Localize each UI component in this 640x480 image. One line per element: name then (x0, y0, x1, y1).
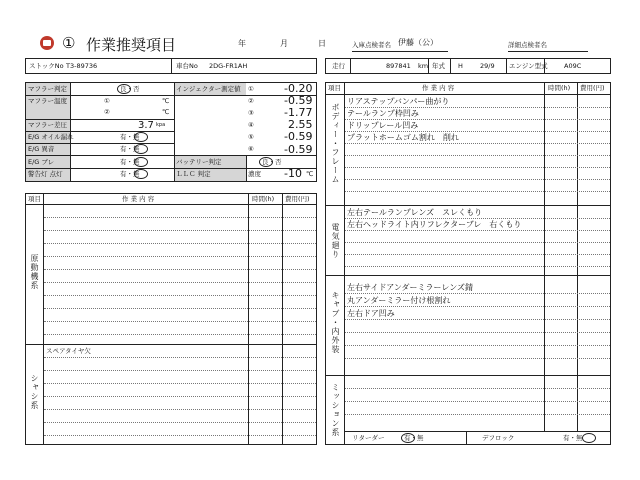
title-number: ① (62, 35, 76, 52)
cab-entry-1: 左右サイドアンダーミラーレンズ錆 (347, 283, 473, 292)
body-entry-4: プラットホームゴム割れ 削れ (347, 133, 459, 142)
left-col-time: 時間(h) (252, 195, 275, 203)
intake-inspector-label: 入庫点検者名 (352, 41, 391, 49)
cab-entry-2: 丸アンダーミラー付け根割れ (347, 296, 451, 305)
muffler-pressure-value: 3.7 (138, 120, 154, 131)
year-model-label: 年式 (432, 62, 445, 70)
section-body: ボディー・フレーム (331, 103, 340, 184)
left-work-table (25, 193, 317, 445)
eg-shake-label: E/G ブレ (28, 158, 55, 166)
injector-value-6: -0.59 (284, 143, 313, 156)
injector-num-3: ③ (248, 109, 254, 117)
chassis-entry-1: スペアタイヤ欠 (46, 347, 91, 355)
muffler-temp-label: マフラー温度 (28, 97, 67, 105)
injector-value-4: 2.55 (288, 118, 313, 131)
battery-label: バッテリー判定 (176, 158, 222, 166)
section-chassis: シャシ系 (30, 374, 39, 410)
muffler-pressure-label: マフラー差圧 (28, 121, 67, 129)
warning-light-value: 有・無 (120, 170, 140, 178)
day-label: 日 (318, 39, 326, 48)
muffler-temp-2: ② (104, 108, 110, 116)
injector-label: インジェクター測定値 (176, 85, 241, 93)
retarder-value: 有・無 (404, 434, 424, 442)
injector-num-6: ⑥ (248, 145, 254, 153)
circled-mark (134, 157, 148, 167)
muffler-judge-value: 良・否 (120, 85, 140, 93)
mileage-label: 走行 (332, 62, 345, 70)
body-entry-2: テールランプ枠凹み (347, 109, 419, 118)
left-col-cost: 費用(円) (285, 195, 310, 203)
warning-light-label: 警告灯 点灯 (28, 170, 63, 178)
injector-num-5: ⑤ (248, 133, 254, 141)
year-label: 年 (238, 39, 246, 48)
chassis-label: 車台No (176, 62, 198, 70)
oil-leak-value: 有・無 (120, 133, 140, 141)
muffler-temp-1: ① (104, 97, 110, 105)
body-entry-1: リアステップバンパー曲がり (347, 97, 450, 106)
engine-value: A09C (564, 62, 582, 70)
right-col-cost: 費用(円) (580, 84, 605, 92)
month-label: 月 (280, 39, 288, 48)
page-title: 作業推奨項目 (86, 37, 177, 54)
llc-value: -10 (284, 167, 302, 180)
llc-label: ＬＬＣ 判定 (176, 170, 211, 178)
section-cab: キャブ・内外装 (331, 291, 340, 354)
difflock-value: 有・無 (563, 434, 583, 442)
injector-value-2: -0.59 (284, 94, 313, 107)
injector-num-2: ② (248, 97, 254, 105)
llc-conc-label: 濃度 (248, 170, 261, 178)
circled-mark (134, 132, 148, 142)
right-work-table (325, 82, 611, 445)
info-row-right (325, 58, 611, 74)
circled-mark (259, 157, 273, 167)
measurement-table (25, 82, 317, 182)
detail-inspector-label: 詳細点検者名 (508, 41, 547, 49)
stock-value: T3-89736 (66, 62, 98, 70)
year-value: 29/9 (480, 62, 495, 70)
info-row-left (25, 58, 317, 74)
injector-num-4: ④ (248, 121, 254, 129)
retarder-label: リターダー (352, 434, 385, 442)
mileage-unit: km (418, 62, 429, 70)
section-mission: ミッション系 (331, 383, 340, 437)
right-col-work: 作 業 内 容 (422, 84, 455, 92)
right-col-time: 時間(h) (548, 84, 571, 92)
engine-label: エンジン型式 (509, 62, 548, 70)
stock-label: ストックNo (29, 62, 64, 70)
section-electric: 電気廻り (331, 223, 340, 259)
battery-value: 良・否 (262, 158, 282, 166)
circled-mark (582, 433, 596, 443)
circled-mark (134, 169, 148, 179)
eg-shake-value: 有・無 (120, 158, 140, 166)
circled-mark (134, 144, 148, 154)
muffler-temp-1-unit: ℃ (162, 97, 170, 105)
elec-entry-2: 左右ヘッドライト内リフレクターブレ 右くもり (347, 220, 522, 229)
section-engine: 原動機系 (30, 254, 39, 290)
injector-num-1: ① (248, 85, 254, 93)
left-col-work: 作 業 内 容 (122, 195, 155, 203)
llc-unit: ℃ (306, 170, 314, 178)
left-col-item: 項目 (28, 195, 41, 203)
intake-inspector-name: 伊藤（公） (398, 38, 438, 47)
elec-entry-1: 左右テールランプレンズ スレくもり (347, 208, 483, 217)
circled-mark (401, 433, 415, 443)
muffler-temp-2-unit: ℃ (162, 108, 170, 116)
right-col-item: 項目 (328, 84, 341, 92)
logo-icon (40, 36, 54, 50)
muffler-judge-label: マフラー判定 (28, 85, 67, 93)
eg-noise-value: 有・無 (120, 145, 140, 153)
eg-noise-label: E/G 異音 (28, 145, 55, 153)
chassis-value: 2DG-FR1AH (209, 62, 248, 70)
body-entry-3: ドリップレール凹み (347, 121, 419, 130)
injector-value-5: -0.59 (284, 130, 313, 143)
cab-entry-3: 左右ドア凹み (347, 309, 395, 318)
muffler-pressure-unit: kpa (156, 122, 166, 128)
difflock-label: デフロック (482, 434, 515, 442)
mileage-value: 897841 (386, 62, 411, 70)
injector-value-3: -1.77 (284, 106, 313, 119)
era: H (458, 62, 463, 70)
injector-value-1: -0.20 (284, 82, 313, 95)
circled-mark (117, 84, 131, 94)
oil-leak-label: E/G オイル漏れ (28, 133, 74, 141)
